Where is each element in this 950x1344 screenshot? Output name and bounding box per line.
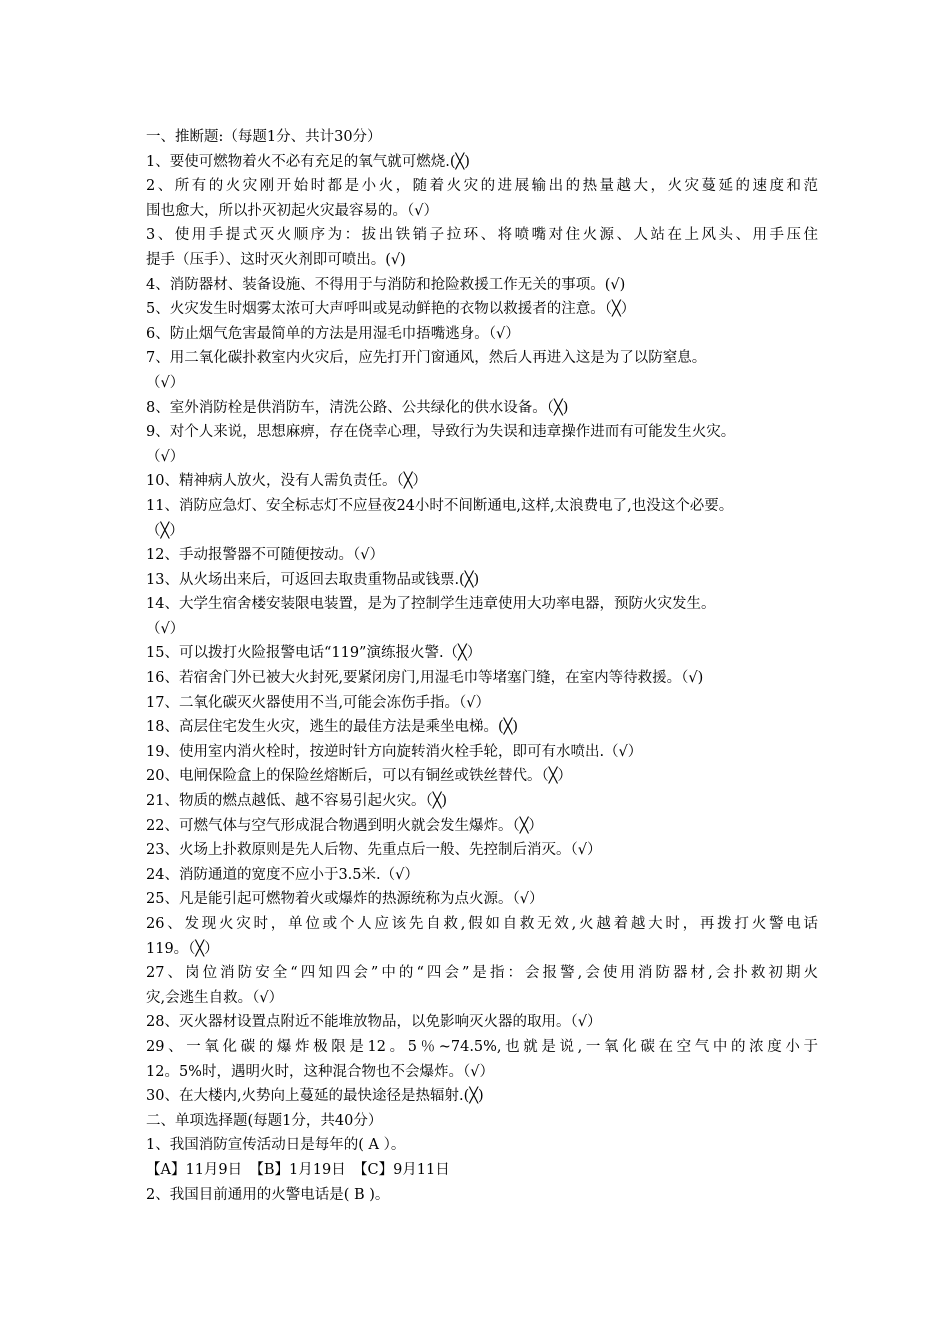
question-line: 23、火场上扑救原则是先人后物、先重点后一般、先控制后消灭。（√） (146, 842, 602, 859)
question-line: 3、使用手提式灭火顺序为：拔出铁销子拉环、将喷嘴对住火源、人站在上风头、用手压住 (146, 227, 818, 244)
question-line: 20、电闸保险盒上的保险丝熔断后，可以有铜丝或铁丝替代。（╳） (146, 768, 572, 785)
question-line: 25、凡是能引起可燃物着火或爆炸的热源统称为点火源。（√） (146, 891, 544, 908)
question-line: （√） (146, 620, 185, 637)
question-line: 22、可燃气体与空气形成混合物遇到明火就会发生爆炸。（╳） (146, 817, 543, 834)
question-line: 12。5%时，遇明火时，这种混合物也不会爆炸。（√） (146, 1063, 494, 1080)
question-line: 17、二氧化碳灭火器使用不当,可能会冻伤手指。（√） (146, 694, 491, 711)
question-line: 21、物质的燃点越低、越不容易引起火灾。（╳) (146, 793, 448, 810)
question-line: （╳） (146, 522, 184, 539)
question-line: 13、从火场出来后，可返回去取贵重物品或钱票.(╳) (146, 571, 480, 588)
question-line: 7、用二氧化碳扑救室内火灾后，应先打开门窗通风，然后人再进入这是为了以防窒息。 (146, 350, 707, 367)
question-line: 5、火灾发生时烟雾太浓可大声呼叫或晃动鲜艳的衣物以救援者的注意。（╳） (146, 301, 636, 318)
question-line: 24、消防通道的宽度不应小于3.5米.（√） (146, 866, 419, 883)
question-line: 30、在大楼内,火势向上蔓延的最快途径是热辐射.(╳) (146, 1088, 484, 1105)
question-line: 12、手动报警器不可随便按动。（√） (146, 547, 384, 564)
section-heading: 一、推断题:（每题1分、共计30分） (146, 129, 382, 145)
question-line: 灾,会逃生自救。（√） (146, 989, 284, 1006)
question-line: （√） (146, 448, 185, 465)
question-line: 2、所有的火灾刚开始时都是小火，随着火灾的进展输出的热量越大，火灾蔓延的速度和范 (146, 178, 818, 195)
question-line: 4、消防器材、装备设施、不得用于与消防和抢险救援工作无关的事项。(√) (146, 276, 626, 293)
question-line: 14、大学生宿舍楼安装限电装置，是为了控制学生违章使用大功率电器，预防火灾发生。 (146, 596, 716, 613)
question-line: 18、高层住宅发生火灾，逃生的最佳方法是乘坐电梯。(╳) (146, 719, 518, 736)
question-line: 6、防止烟气危害最简单的方法是用湿毛巾捂嘴逃身。（√） (146, 325, 520, 342)
question-line: 16、若宿舍门外已被大火封死,要紧闭房门,用湿毛巾等堵塞门缝，在室内等待救援。（√) (146, 670, 704, 687)
question-line: 15、可以拨打火险报警电话“119”演练报火警.（╳） (146, 645, 482, 662)
question-line: 27、岗位消防安全“四知四会”中的“四会”是指：会报警,会使用消防器材,会扑救初期火 (146, 965, 818, 982)
question-line: 19、使用室内消火栓时，按逆时针方向旋转消火栓手轮，即可有水喷出.（√） (146, 743, 643, 760)
question-line: 8、室外消防栓是供消防车，清洗公路、公共绿化的供水设备。（╳) (146, 399, 569, 416)
question-line: 1、要使可燃物着火不必有充足的氧气就可燃烧.(╳) (146, 153, 470, 170)
section-heading: 二、单项选择题(每题1分，共40分） (146, 1112, 383, 1129)
question-line: 26、发现火灾时，单位或个人应该先自救,假如自救无效,火越着越大时，再拨打火警电话 (146, 916, 818, 932)
question-line: 29、一氧化碳的爆炸极限是12。5％~74.5%,也就是说,一氧化碳在空气中的浓度小于 (146, 1038, 818, 1055)
question-line: 9、对个人来说，思想麻痹，存在侥幸心理，导致行为失误和违章操作进而有可能发生火灾。 (146, 424, 736, 441)
question-line: 10、精神病人放火，没有人需负责任。（╳） (146, 473, 427, 490)
answer-options: 【A】11月9日 【B】1月19日 【C】9月11日 (146, 1161, 450, 1178)
question-line: 提手（压手）、这时灭火剂即可喷出。(√) (146, 251, 406, 268)
question-line: 围也愈大，所以扑灭初起火灾最容易的。（√） (146, 202, 438, 219)
question-line: （√） (146, 374, 185, 391)
document-page (146, 125, 818, 1207)
question-line: 28、灭火器材设置点附近不能堆放物品，以免影响灭火器的取用。（√） (146, 1014, 602, 1031)
question-line: 2、我国目前通用的火警电话是( B )。 (146, 1186, 390, 1203)
question-line: 119。（╳） (146, 940, 219, 957)
question-line: 1、我国消防宣传活动日是每年的( A ）。 (146, 1137, 406, 1154)
question-line: 11、消防应急灯、安全标志灯不应昼夜24小时不间断通电,这样,太浪费电了,也没这个必要。 (146, 497, 734, 514)
